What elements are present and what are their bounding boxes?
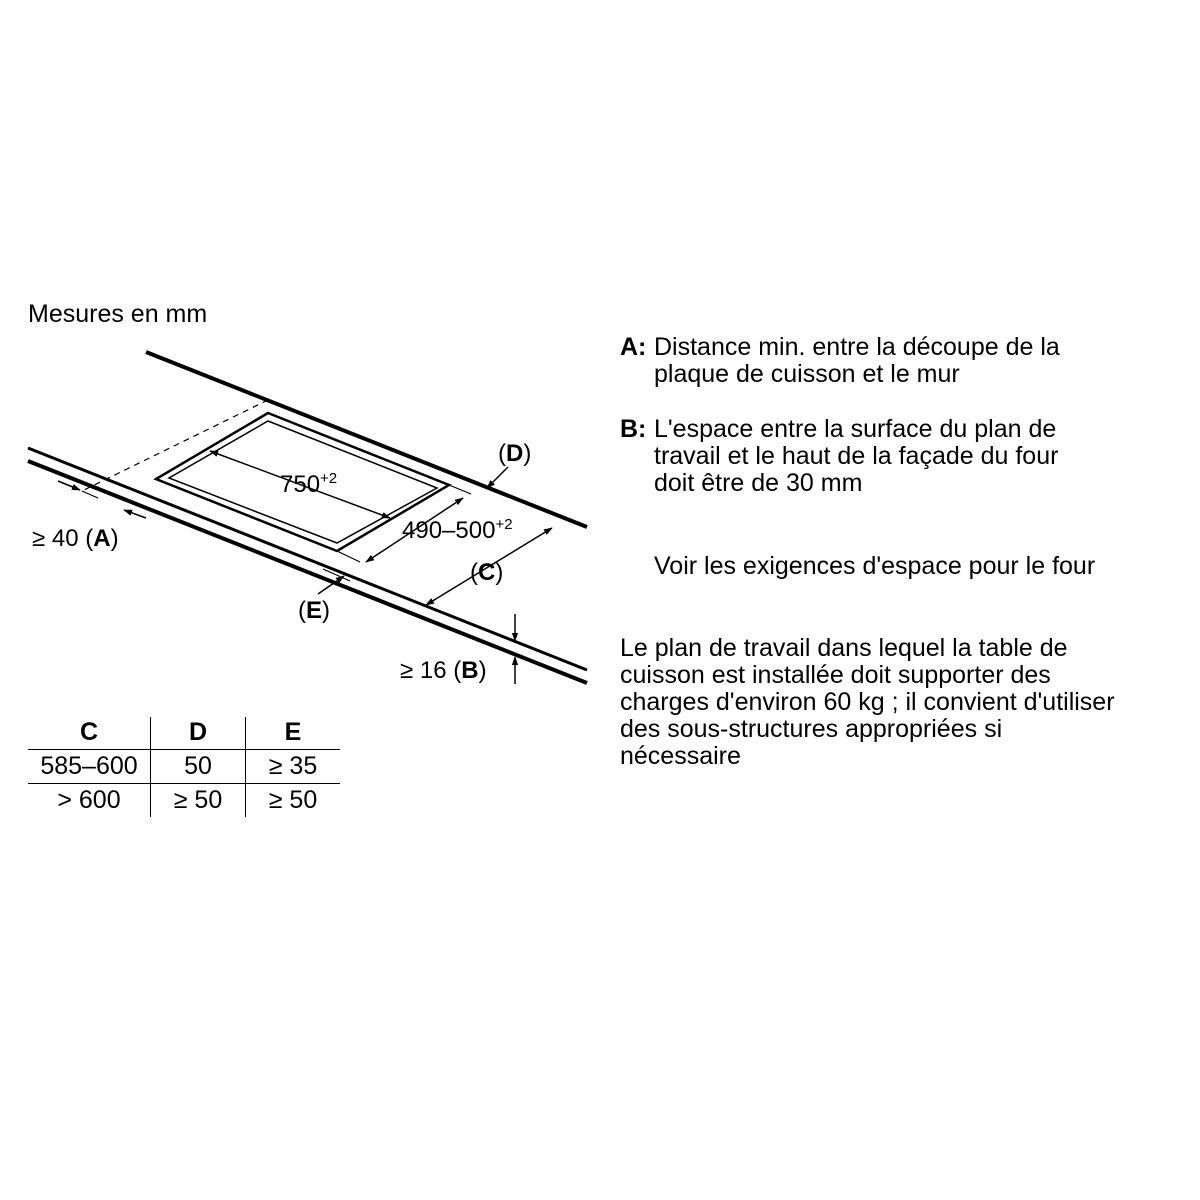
label-c: (C): [470, 559, 504, 586]
clearance-table: [28, 717, 340, 817]
label-a: ≥ 40 (A): [32, 525, 119, 552]
units-title: Mesures en mm: [28, 300, 208, 328]
label-b: ≥ 16 (B): [400, 657, 487, 684]
width-dimension-label: $750^{+2}$: [280, 470, 338, 498]
table-header: D: [151, 717, 246, 750]
table-cell: ≥ 50: [151, 784, 246, 818]
depth-ext-line-2: [337, 551, 360, 562]
oven-space-note: Voir les exigences d'espace pour le four: [654, 552, 1096, 580]
legend-text-a: Distance min. entre la découpe de la plaque de cuisson et le mur: [654, 333, 1060, 388]
label-e: (E): [298, 597, 331, 624]
table-cell: 585–600: [28, 750, 151, 784]
load-note: Le plan de travail dans lequel la table de cuisson est installée doit supporter des charges d'environ 60 kg ; il convient d'utiliser des sous-structures appropriées si nécessaire: [620, 634, 1115, 770]
table-header-row: [28, 717, 340, 750]
table-row: [28, 750, 340, 784]
table-row: [28, 784, 340, 818]
depth-ext-line-1: [449, 485, 471, 494]
depth-dimension-label: $490-500^{+2}$: [402, 516, 513, 544]
legend-key-a: A:: [620, 333, 647, 361]
table-header: C: [28, 717, 151, 750]
legend-text-b: L'espace entre la surface du plan de travail et le haut de la façade du four doit être de 30 mm: [654, 415, 1059, 497]
d-arrow: [487, 467, 508, 488]
worktop-hidden-edge: [82, 400, 268, 491]
table-cell: 50: [151, 750, 246, 784]
table-cell: ≥ 50: [246, 784, 341, 818]
label-d: (D): [498, 440, 532, 467]
table-cell: ≥ 35: [246, 750, 341, 784]
table-cell: > 600: [57, 786, 121, 814]
table-header: E: [246, 717, 341, 750]
a-ext-line: [82, 491, 98, 498]
legend-key-b: B:: [620, 415, 647, 443]
a-arrow-right: [124, 510, 146, 518]
